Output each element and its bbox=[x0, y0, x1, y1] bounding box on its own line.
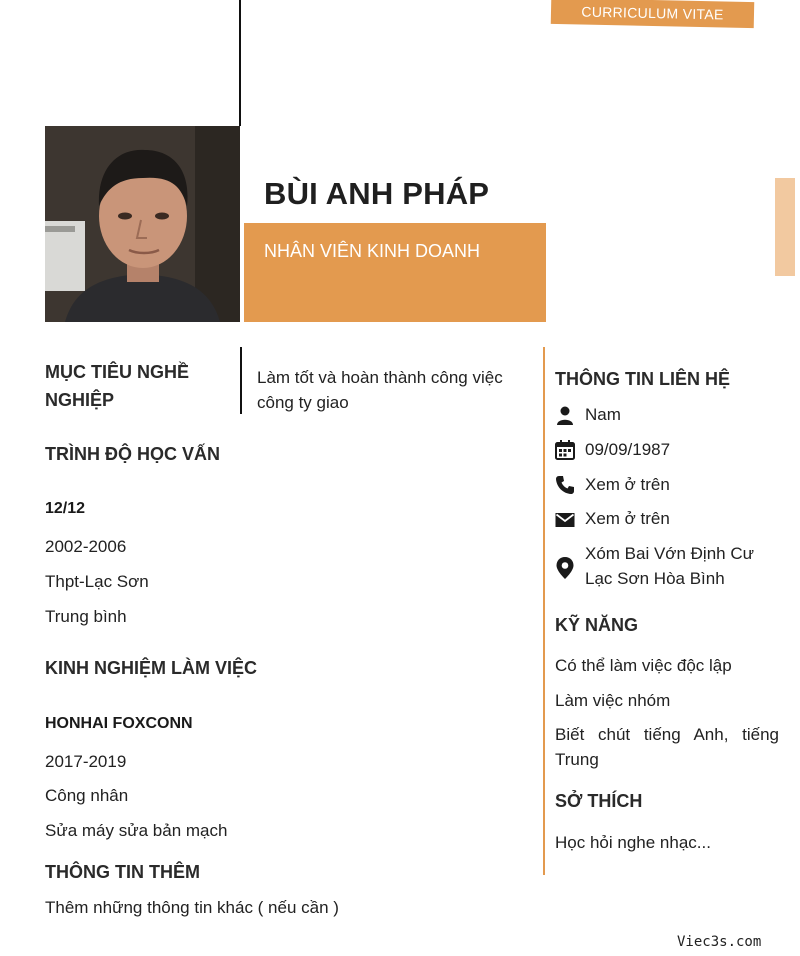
job-title: NHÂN VIÊN KINH DOANH bbox=[264, 241, 481, 261]
additional-text: Thêm những thông tin khác ( nếu cần ) bbox=[45, 898, 339, 917]
side-accent-tab bbox=[775, 178, 795, 276]
additional-heading: THÔNG TIN THÊM bbox=[45, 862, 200, 882]
experience-company: HONHAI FOXCONN bbox=[45, 715, 193, 732]
objective-heading-line2: NGHIỆP bbox=[45, 390, 115, 410]
column-divider bbox=[543, 347, 545, 875]
skill-item-3-line2: Trung bbox=[555, 750, 599, 769]
contact-address-line1: Xóm Bai Vớn Định Cư bbox=[585, 544, 754, 563]
cv-badge: CURRICULUM VITAE bbox=[551, 0, 755, 28]
contact-address-line2: Lạc Sơn Hòa Bình bbox=[585, 569, 725, 588]
contact-birthday: 09/09/1987 bbox=[585, 440, 671, 459]
mail-icon bbox=[555, 510, 575, 530]
hobbies-text: Học hỏi nghe nhạc... bbox=[555, 833, 711, 852]
watermark-text: Viec3s.com bbox=[677, 934, 762, 950]
job-title-box bbox=[244, 223, 546, 322]
experience-heading: KINH NGHIỆM LÀM VIỆC bbox=[45, 658, 258, 678]
objective-divider bbox=[240, 347, 242, 414]
objective-text-line1: Làm tốt và hoàn thành công việc bbox=[257, 368, 503, 387]
contact-gender: Nam bbox=[585, 405, 621, 424]
profile-photo bbox=[45, 126, 240, 322]
skills-heading: KỸ NĂNG bbox=[555, 615, 639, 635]
education-years: 2002-2006 bbox=[45, 537, 127, 556]
contact-email: Xem ở trên bbox=[585, 509, 670, 528]
skill-item-3-line1: Biết chút tiếng Anh, tiếng bbox=[555, 725, 779, 744]
top-divider-line bbox=[239, 0, 241, 126]
skill-item-1: Có thể làm việc độc lập bbox=[555, 656, 732, 675]
location-pin-icon bbox=[555, 557, 575, 577]
experience-role: Công nhân bbox=[45, 786, 129, 805]
phone-icon bbox=[555, 475, 575, 495]
calendar-icon bbox=[555, 440, 575, 460]
education-heading: TRÌNH ĐỘ HỌC VẤN bbox=[45, 444, 220, 464]
experience-task: Sửa máy sửa bản mạch bbox=[45, 821, 228, 840]
objective-heading-line1: MỤC TIÊU NGHỀ bbox=[45, 362, 189, 382]
hobbies-heading: SỞ THÍCH bbox=[555, 791, 643, 811]
person-icon bbox=[555, 405, 575, 425]
contact-phone: Xem ở trên bbox=[585, 475, 670, 494]
contact-heading: THÔNG TIN LIÊN HỆ bbox=[555, 369, 730, 389]
candidate-name: BÙI ANH PHÁP bbox=[264, 176, 490, 211]
experience-years: 2017-2019 bbox=[45, 752, 127, 771]
education-school: Thpt-Lạc Sơn bbox=[45, 572, 149, 591]
skill-item-2: Làm việc nhóm bbox=[555, 691, 671, 710]
education-grade: Trung bình bbox=[45, 607, 127, 626]
education-level: 12/12 bbox=[45, 500, 86, 517]
objective-text-line2: công ty giao bbox=[257, 393, 349, 412]
